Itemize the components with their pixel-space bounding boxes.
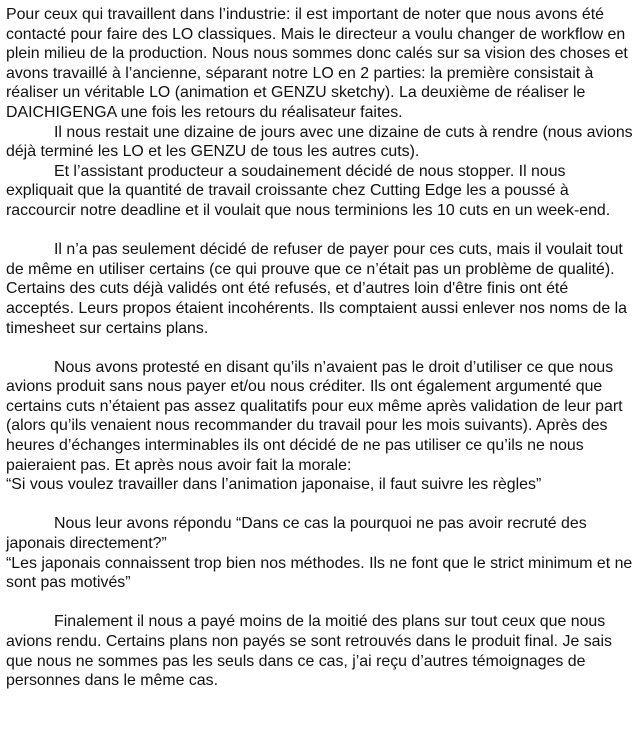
paragraph-protest: Nous avons protesté en disant qu’ils n’avaient pas le droit d’utiliser ce que nous avions produit sans nous payer et/ou nous créditer. Ils ont également argumenté que certains cuts n’étaient pas assez qualitatifs pour eux même après validation de leur part (alors qu’ils venaient nous recommander du travail pour les mois suivants). Après des heures d’échanges interminables ils ont décidé de ne pas utiliser ce qu’ils ne nous paieraient pas. Et après nous avoir fait la morale:: [6, 358, 623, 474]
paragraph-conclusion: Finalement il nous a payé moins de la moitié des plans sur tout ceux que nous avions rendu. Certains plans non payés se sont retrouvés dans le produit final. Je sais que nous ne sommes pas les seuls dans ce cas, j’ai reçu d’autres témoignages de personnes dans le même cas.: [6, 613, 612, 690]
paragraph-intro: Pour ceux qui travaillent dans l’industrie: il est important de noter que nous avons été contacté pour faire des LO classiques. Mais le directeur a voulu changer de workflow en plein milieu de la production. Nous nous sommes donc calés sur sa vision des choses et avons travaillé à l’ancienne, séparant notre LO en 2 parties: la première consistait à réaliser un véritable LO (animation et GENZU sketchy). La deuxième de réaliser le DAICHIGENGA une fois les retours du réalisateur faites.: [6, 6, 628, 121]
paragraph-reply: Nous leur avons répondu “Dans ce cas la pourquoi ne pas avoir recruté des japonais directement?”: [6, 515, 587, 553]
quote-japanese-methods: “Les japonais connaissent trop bien nos méthodes. Ils ne font que le strict minimum et ne sont pas motivés”: [6, 554, 633, 592]
document-body: [6, 5, 636, 691]
quote-rules: “Si vous voulez travailler dans l’animation japonaise, il faut suivre les règles”: [6, 476, 542, 494]
paragraph-assistant-producer: Et l’assistant producteur a soudainement décidé de nous stopper. Il nous expliquait que la quantité de travail croissante chez Cutting Edge les a poussé à raccourcir notre deadline et il voulait que nous terminions les 10 cuts en un week-end.: [6, 162, 611, 219]
paragraph-refusal: Il n’a pas seulement décidé de refuser de payer pour ces cuts, mais il voulait tout de même en utiliser certains (ce qui prouve que ce n’était pas un problème de qualité). Certains des cuts déjà validés ont été refusés, et d’autres loin d'être finis ont été acceptés. Leurs propos étaient incohérents. Ils comptaient aussi enlever nos noms de la timesheet sur certains plans.: [6, 241, 627, 337]
paragraph-remaining-cuts: Il nous restait une dizaine de jours avec une dizaine de cuts à rendre (nous avions déjà terminé les LO et les GENZU de tous les autres cuts).: [6, 123, 633, 161]
